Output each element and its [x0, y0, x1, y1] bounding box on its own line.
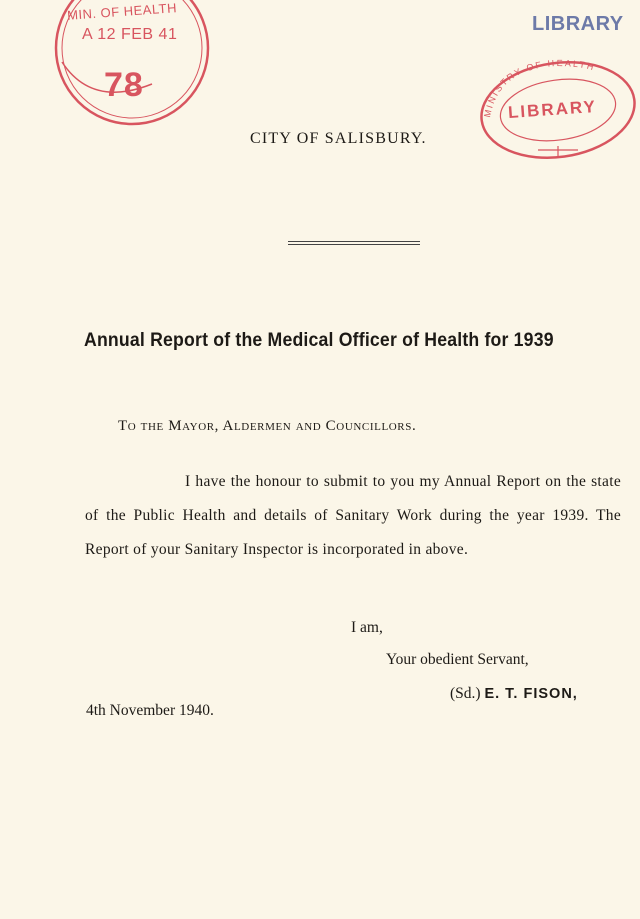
divider-rule [288, 241, 420, 242]
signature-prefix: (Sd.) [450, 685, 481, 702]
stamp-org-text: MIN. OF HEALTH [66, 0, 178, 23]
divider-rule [288, 244, 420, 245]
letter-date: 4th November 1940. [86, 702, 214, 719]
letter-body: I have the honour to submit to you my Annual Report on the state of the Public Health and details of Sanitary Work during the year 1939. The Report of your Sanitary Inspector is incorporated in above. [85, 473, 621, 558]
seal-ring-text: MINISTRY OF HEALTH [482, 58, 597, 119]
library-label: LIBRARY [532, 13, 624, 35]
received-date-stamp [52, 0, 212, 126]
report-heading: Annual Report of the Medical Officer of Health for 1939 [84, 330, 554, 351]
stamp-date-text: A 12 FEB 41 [82, 26, 178, 43]
stamp-number-text: 78 [104, 66, 144, 104]
signature [450, 685, 578, 703]
city-title: CITY OF SALISBURY. [250, 130, 427, 147]
salutation: To the Mayor, Aldermen and Councillors. [118, 418, 417, 434]
library-seal-stamp [478, 58, 638, 163]
servant-line: Your obedient Servant, [386, 651, 529, 668]
signature-name: E. T. FISON, [484, 686, 578, 702]
seal-library-text: LIBRARY [507, 96, 598, 123]
closing-line: I am, [351, 619, 383, 636]
